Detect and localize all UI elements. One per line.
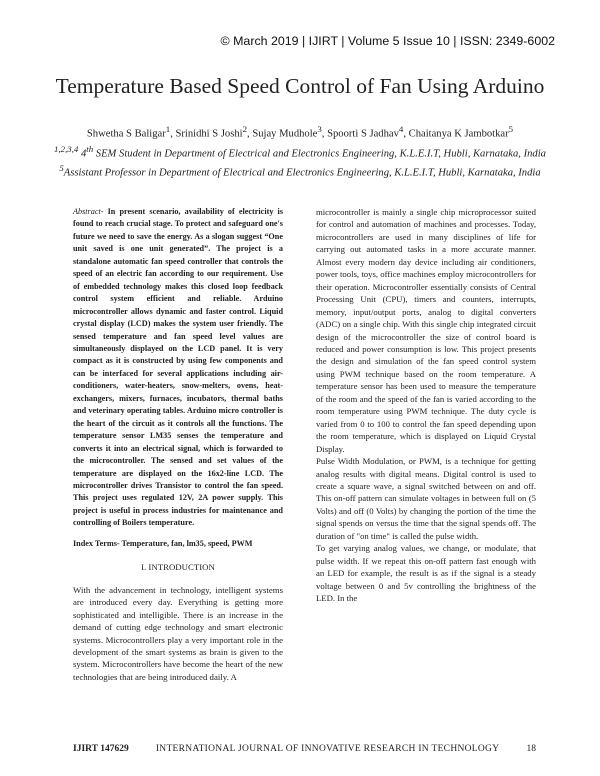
author-sup: 5 xyxy=(508,124,514,134)
author-sup: 2 xyxy=(242,124,248,134)
body-paragraph: microcontroller is mainly a single chip microprocessor suited for control and automation of machines and processes. Today, microcontrollers are used in many disciplines of life for carrying out automated tasks in a more accurate manner. Almost every modern day device including air conditioners, power tools, toys, office machines employ microcontrollers for their operation. Microcontroller essentially consists of Central Processing Unit (CPU), timers and counters, interrupts, memory, input/output ports, analog to digital converters (ADC) on a single chip. With this single chip integrated circuit design of the microcontroller the size of control board is reduced and power consumption is low. This project presents the design and simulation of the fan speed control system using PWM technique based on the room temperature. A temperature sensor has been used to measure the temperature of the room and the speed of the fan is varied according to the room temperature using PWM technique. The duty cycle is varied from 0 to 100 to control the fan speed depending upon the room temperature, which is displayed on Liquid Crystal Display. xyxy=(316,207,536,454)
author-name: Shwetha S Baligar xyxy=(86,128,166,140)
affiliation-1: $^{1,2,3,4}$ 4th SEM Student in Department of Electrical and Electronics Engineering, K.L.E.I.T, Hubli, Karnataka, India xyxy=(54,143,546,160)
index-terms: Index Terms- Temperature, fan, lm35, speed, PWM xyxy=(73,538,253,548)
author-sup: 4 xyxy=(398,124,404,134)
author-sup: 1 xyxy=(165,124,171,134)
author-name: Spoorti S Jadhav xyxy=(327,128,399,140)
left-column xyxy=(73,206,283,683)
affiliation-2: $^5$Assistant Professor in Department of Electrical and Electronics Engineering, K.L.E.I.T, Hubli, Karnataka, India xyxy=(59,163,541,179)
section-heading-introduction: I. INTRODUCTION xyxy=(141,562,215,573)
abstract-lead: Abstract- xyxy=(73,207,104,216)
introduction-paragraph: With the advancement in technology, intelligent systems are introduced every day. Everything is getting more sophisticated and intelligible. There is an increase in the demand of cutting edge technology and smart electronic systems. Microcontrollers play a very important role in the development of the smart systems as brain is given to the system. Microcontrollers have become the heart of the new technologies that are being introduced daily. A xyxy=(73,584,283,682)
abstract xyxy=(73,206,283,530)
author-sup: 3 xyxy=(317,124,322,134)
author-name: Chaitanya K Jambotkar xyxy=(408,128,509,140)
author-name: Srinidhi S Joshi xyxy=(175,128,243,140)
body-paragraph: To get varying analog values, we change, or modulate, that pulse width. If we repeat this on-off pattern fast enough with an LED for example, the result is as if the signal is a steady voltage between 0 and 5v controlling the brightness of the LED. In the xyxy=(316,543,536,604)
affiliation-sup: 1,2,3,4 xyxy=(54,143,79,154)
abstract-text: In present scenario, availability of electricity is found to reach crucial stage. To protect and safeguard one's future we need to save the energy. As a slogan suggest “One unit saved is one unit generated”. The project is a standalone automatic fan speed controller that controls the speed of an electric fan according to our requirement. Use of embedded technology makes this closed loop feedback control system efficient and reliable. Arduino microcontroller allows dynamic and faster control. Liquid crystal display (LCD) makes the system user friendly. The sensed temperature and fan speed level values are simultaneously displayed on the LCD panel. It is very compact as it is constructed by using few components and can be interfaced for several applications including air-conditioners, water-heaters, snow-melters, ovens, heat-exchangers, mixers, furnaces, incubators, thermal baths and veterinary operating tables. Arduino micro controller is the heart of the circuit as it controls all the functions. The temperature sensor LM35 senses the temperature and converts it into an electrical signal, which is forwarded to the microcontroller. The sensed and set values of the temperature are displayed on the 16x2-line LCD. The microcontroller drives Transistor to control the fan speed. This project uses regulated 12V, 2A power supply. This project is useful in process industries for maintenance and controlling of Boilers temperature. xyxy=(73,207,283,528)
author-name: Sujay Mudhole xyxy=(252,128,318,140)
footer-journal-name: INTERNATIONAL JOURNAL OF INNOVATIVE RESEARCH IN TECHNOLOGY xyxy=(155,744,500,754)
author-block xyxy=(40,122,560,181)
right-column xyxy=(316,206,536,605)
body-paragraph: Pulse Width Modulation, or PWM, is a technique for getting analog results with digital means. Digital control is used to create a square wave, a signal switched between on and off. This on-off pattern can simulate voltages in between full on (5 Volts) and off (0 Volts) by changing the portion of the time the signal spends on versus the time that the signal spends off. The duration of "on time" is called the pulse width. xyxy=(316,456,536,541)
page-number: 18 xyxy=(526,744,536,754)
author-list: Shwetha S Baligar$^1$, Srinidhi S Joshi$^2$, Sujay Mudhole$^3$, Spoorti S Jadhav$^4$, Chaitanya K Jambotkar$^5$ xyxy=(86,124,514,140)
page-footer xyxy=(73,744,536,754)
affiliation-sup: 5 xyxy=(59,163,64,174)
footer-paper-id: IJIRT 147629 xyxy=(73,744,129,754)
journal-header: © March 2019 | IJIRT | Volume 5 Issue 10 | ISSN: 2349-6002 xyxy=(220,34,555,48)
paper-title: Temperature Based Speed Control of Fan Using Arduino xyxy=(55,74,545,98)
